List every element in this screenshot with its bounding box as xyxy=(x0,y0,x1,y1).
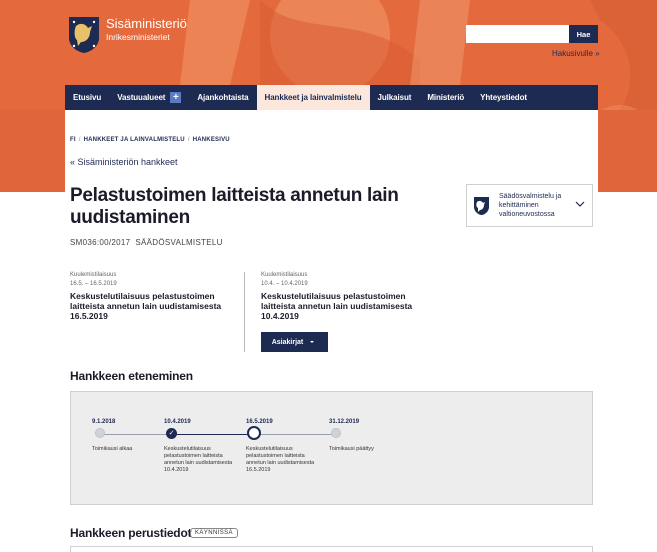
timeline-current-dot xyxy=(247,426,261,440)
consultation-item xyxy=(70,272,240,321)
progress-timeline xyxy=(70,391,593,505)
consultation-dates: 10.4. – 10.4.2019 xyxy=(261,281,308,287)
timeline-date: 10.4.2019 xyxy=(164,419,191,425)
timeline-label: Keskustelutilaisuus pelastustoimen laitteista annetun lain uudistamisesta 10.4.2019 xyxy=(164,446,233,473)
site-logo[interactable] xyxy=(68,16,187,54)
nav-item-home[interactable] xyxy=(65,85,109,110)
timeline-dot xyxy=(331,428,341,438)
consultation-dates: 16.5. – 16.5.2019 xyxy=(70,281,117,287)
nav-label: Vastuualueet xyxy=(117,93,166,102)
basic-info-box xyxy=(70,546,593,552)
documents-dropdown-button[interactable] xyxy=(261,332,328,352)
breadcrumb-item[interactable]: FI xyxy=(70,137,76,143)
nav-label: Ministeriö xyxy=(427,93,465,102)
search-input[interactable] xyxy=(466,25,569,43)
breadcrumb xyxy=(70,137,230,143)
search-button[interactable]: Hae xyxy=(569,25,598,43)
consultation-label: Kuulemistilaisuus xyxy=(261,272,308,278)
consultation-label: Kuulemistilaisuus xyxy=(70,272,117,278)
caret-down-icon xyxy=(307,339,317,345)
progress-heading: Hankkeen eteneminen xyxy=(70,369,193,383)
back-to-projects-link[interactable]: « Sisäministeriön hankkeet xyxy=(70,157,178,167)
consultation-title[interactable]: Keskustelutilaisuus pelastustoimen laitteista annetun lain uudistamisesta 16.5.2019 xyxy=(70,291,222,321)
nav-label: Hankkeet ja lainvalmistelu xyxy=(264,93,362,102)
main-nav xyxy=(65,85,598,110)
check-icon: ✓ xyxy=(166,428,177,439)
project-meta xyxy=(70,238,223,247)
expand-plus-icon[interactable]: + xyxy=(170,92,181,103)
nav-label: Julkaisut xyxy=(377,93,412,102)
timeline-date: 31.12.2019 xyxy=(329,419,360,425)
chevron-down-icon[interactable] xyxy=(575,199,585,209)
timeline-label: Toimikausi päättyy xyxy=(329,446,374,452)
project-type: SÄÄDÖSVALMISTELU xyxy=(135,238,223,247)
site-title: Sisäministeriö xyxy=(106,16,187,31)
nav-label: Yhteystiedot xyxy=(480,93,527,102)
search-form xyxy=(466,25,598,43)
breadcrumb-separator: / xyxy=(78,137,81,143)
timeline-date: 16.5.2019 xyxy=(246,419,273,425)
legislation-guide-text: Säädösvalmistelu ja kehittäminen valtioneuvostossa xyxy=(499,193,562,218)
breadcrumb-separator: / xyxy=(187,137,190,143)
breadcrumb-item[interactable]: HANKKEET JA LAINVALMISTELU xyxy=(83,137,185,143)
timeline-segment xyxy=(100,434,176,435)
site-subtitle: Inrikesministeriet xyxy=(106,32,170,42)
project-code: SM036:00/2017 xyxy=(70,238,131,247)
nav-item-ministry[interactable] xyxy=(419,85,472,110)
timeline-label: Keskustelutilaisuus pelastustoimen laitteista annetun lain uudistamisesta 16.5.2019 xyxy=(246,446,315,473)
consultation-title[interactable]: Keskustelutilaisuus pelastustoimen laitteista annetun lain uudistamisesta 10.4.2019 xyxy=(261,291,413,321)
nav-item-contact[interactable] xyxy=(472,85,535,110)
coat-of-arms-icon xyxy=(68,16,100,54)
consultation-item xyxy=(261,272,431,321)
page-title: Pelastustoimen laitteista annetun lain uudistaminen xyxy=(70,185,399,228)
timeline-date: 9.1.2018 xyxy=(92,419,116,425)
nav-item-responsibilities[interactable] xyxy=(109,85,189,110)
timeline-dot xyxy=(95,428,105,438)
divider xyxy=(244,272,245,352)
documents-button-label: Asiakirjat xyxy=(271,338,304,346)
nav-label: Etusivu xyxy=(73,93,102,102)
breadcrumb-item-current: HANKESIVU xyxy=(192,137,230,143)
timeline-label: Toimikausi alkaa xyxy=(92,446,133,452)
nav-item-news[interactable] xyxy=(189,85,256,110)
legislation-guide-box[interactable] xyxy=(466,184,593,227)
advanced-search-link[interactable]: Hakusivulle » xyxy=(552,49,600,58)
nav-item-publications[interactable] xyxy=(370,85,420,110)
nav-item-projects[interactable] xyxy=(257,85,370,110)
basic-info-heading: Hankkeen perustiedot xyxy=(70,526,192,540)
timeline-segment xyxy=(176,434,254,435)
nav-label: Ajankohtaista xyxy=(197,93,249,102)
status-badge: KÄYNNISSÄ xyxy=(190,528,238,538)
coat-of-arms-icon xyxy=(473,196,490,216)
timeline-segment xyxy=(254,434,336,435)
